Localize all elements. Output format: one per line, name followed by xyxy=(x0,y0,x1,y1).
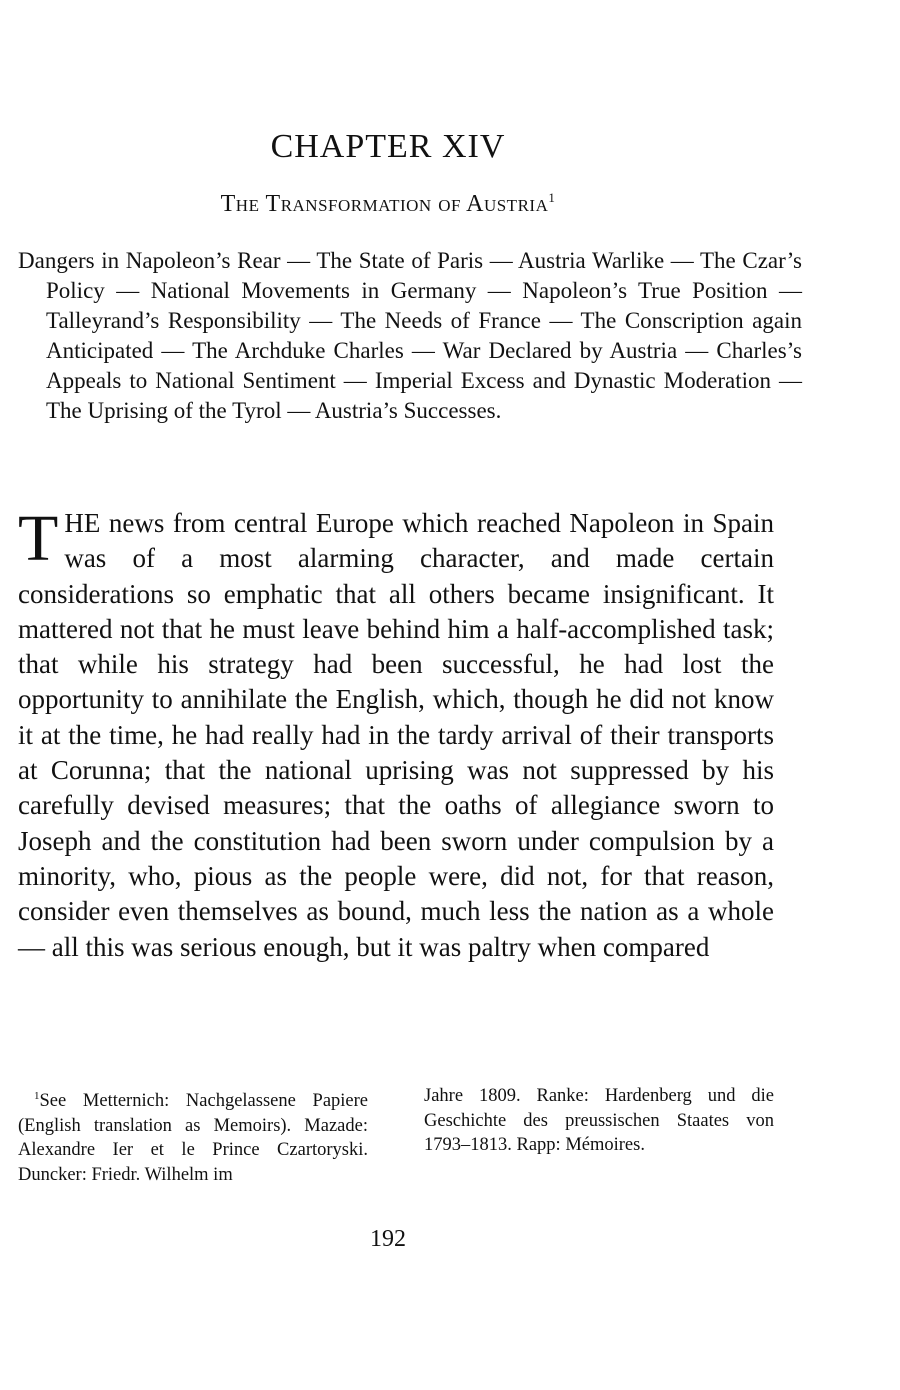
chapter-title: CHAPTER XIV xyxy=(270,128,506,165)
chapter-subtitle-text: The Transformation of Austria xyxy=(220,191,549,217)
footnote-left-text: See Metternich: Nachgelassene Papiere (English translation as Memoirs). Mazade: Alexandre Ier et le Prince Czartoryski. Duncker: Friedr. Wilhelm im xyxy=(18,1091,368,1185)
drop-cap: T xyxy=(18,502,59,575)
chapter-synopsis: Dangers in Napoleon’s Rear — The State of Paris — Austria Warlike — The Czar’s Policy — National Movements in Germany — Napoleon’s True Position — Talleyrand’s Responsibility — The Needs of France — The Conscription again Anticipated — The Archduke Charles — War Declared by Austria — Charles’s Appeals to National Sentiment — Imperial Excess and Dynastic Moderation — The Uprising of the Tyrol — Austria’s Successes. xyxy=(18,248,802,423)
footnote-right-column: Jahre 1809. Ranke: Hardenberg und die Geschichte des preussischen Staates von 1793–1813. Rapp: Mémoires. xyxy=(424,1086,774,1155)
footnote-marker: 1 xyxy=(34,1090,40,1102)
footnote xyxy=(18,1084,774,1187)
body-text: HE news from central Europe which reached Napoleon in Spain was of a most alarming character, and made certain considerations so emphatic that all others became insignificant. It mattered not that he must leave behind him a half-accomplished task; that while his strategy had been successful, he had lost the opportunity to annihilate the English, which, though he did not know it at the time, he had really had in the tardy arrival of their transports at Corunna; that the national uprising was not suppressed by his carefully devised measures; that the oaths of allegiance sworn to Joseph and the constitution had been sworn under compulsion by a minority, who, pious as the people were, did not, for that reason, consider even themselves as bound, much less the nation as a whole — all this was serious enough, but it was paltry when compared xyxy=(18,508,774,962)
page-number: 192 xyxy=(370,1226,406,1252)
body-paragraph xyxy=(18,502,774,965)
chapter-subtitle xyxy=(0,190,776,218)
footnote-left-column xyxy=(18,1084,368,1187)
footnote-reference: 1 xyxy=(548,190,556,205)
